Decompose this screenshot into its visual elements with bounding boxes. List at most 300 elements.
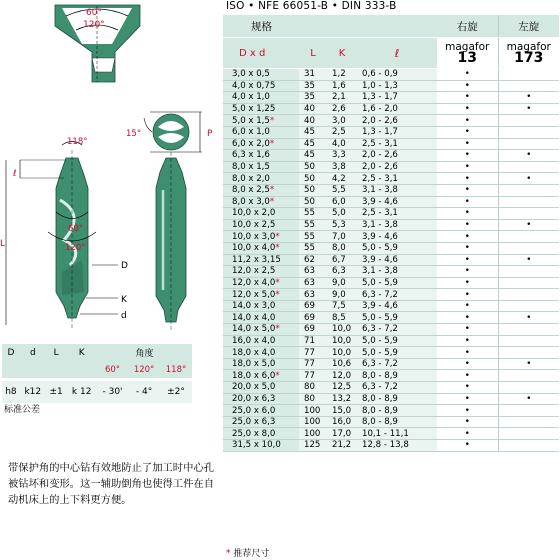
l-range-cell: 6,3 - 7,2 (357, 358, 437, 370)
right-hand-mark: • (437, 370, 498, 382)
tol-header-d: d (20, 344, 46, 361)
l-range-cell: 2,0 - 2,6 (357, 150, 437, 162)
size-value: 20,0 x 5,0 (232, 382, 276, 393)
size-cell (223, 219, 299, 231)
size-cell (223, 103, 299, 115)
table-row (223, 254, 559, 266)
left-hand-mark (498, 300, 559, 312)
k-cell: 2,6 (327, 103, 357, 115)
k-cell: 17,0 (327, 428, 357, 440)
spec-header: 规格 (223, 15, 437, 38)
size-cell (223, 231, 299, 243)
size-value: 4,0 x 0,75 (232, 80, 276, 91)
left-hand-mark (498, 440, 559, 452)
length-cell: 77 (299, 358, 327, 370)
l-range-cell: 3,9 - 4,6 (357, 254, 437, 266)
size-cell (223, 138, 299, 150)
l-range-cell: 3,9 - 4,6 (357, 196, 437, 208)
l-range-cell: 5,0 - 5,9 (357, 335, 437, 347)
right-hand-mark: • (437, 277, 498, 289)
size-value: 4,0 x 1,0 (232, 92, 270, 103)
right-hand-mark: • (437, 324, 498, 336)
right-hand-mark: • (437, 358, 498, 370)
right-hand-mark: • (437, 440, 498, 452)
size-cell (223, 196, 299, 208)
l-range-cell: 6,3 - 7,2 (357, 289, 437, 301)
left-hand-mark: • (498, 393, 559, 405)
table-row (223, 69, 559, 81)
right-hand-mark: • (437, 115, 498, 127)
table-row (223, 173, 559, 185)
left-hand-mark: • (498, 254, 559, 266)
right-hand-mark: • (437, 382, 498, 394)
length-cell: 45 (299, 150, 327, 162)
size-value: 25,0 x 6,0 (232, 405, 276, 416)
left-hand-mark (498, 266, 559, 278)
left-hand-mark (498, 231, 559, 243)
size-cell (223, 416, 299, 428)
right-hand-mark: • (437, 231, 498, 243)
size-value: 10,0 x 2,5 (232, 220, 276, 231)
size-cell (223, 92, 299, 104)
recommended-star: * (269, 138, 275, 149)
l-range-cell: 5,0 - 5,9 (357, 277, 437, 289)
length-cell: 40 (299, 103, 327, 115)
size-value: 12,0 x 4,0 (232, 277, 276, 288)
length-cell: 35 (299, 92, 327, 104)
k-cell: 5,5 (327, 184, 357, 196)
k-cell: 8,0 (327, 242, 357, 254)
l-range-cell: 10,1 - 11,1 (357, 428, 437, 440)
recommended-star: * (275, 277, 280, 288)
size-cell (223, 358, 299, 370)
table-row (223, 266, 559, 278)
right-hand-mark: • (437, 335, 498, 347)
tolerance-note: 标准公差 (4, 405, 41, 415)
k-cell: 4,2 (327, 173, 357, 185)
right-hand-mark: • (437, 184, 498, 196)
col-header-dxd: D x d (223, 38, 299, 69)
l-range-cell: 8,0 - 8,9 (357, 393, 437, 405)
brand-right-num: 13 (457, 50, 477, 66)
l-range-cell: 2,5 - 3,1 (357, 138, 437, 150)
table-row (223, 208, 559, 220)
l-range-cell: 8,0 - 8,9 (357, 370, 437, 382)
col-header-L: L (299, 38, 327, 69)
right-hand-mark: • (437, 126, 498, 138)
tol-value: - 4° (128, 381, 160, 403)
tol-value: h8 (2, 381, 20, 403)
right-hand-mark: • (437, 242, 498, 254)
size-value: 16,0 x 4,0 (232, 335, 276, 346)
col-header-l: ℓ (357, 38, 437, 69)
table-row (223, 428, 559, 440)
length-cell: 50 (299, 173, 327, 185)
countersink-detail (55, 5, 140, 82)
length-cell: 45 (299, 126, 327, 138)
table-row (223, 115, 559, 127)
l-range-cell: 1,3 - 1,7 (357, 92, 437, 104)
length-cell: 62 (299, 254, 327, 266)
left-hand-mark (498, 277, 559, 289)
size-cell (223, 370, 299, 382)
label-l: ℓ (13, 169, 17, 179)
brand-left-num: 173 (514, 50, 544, 66)
k-cell: 12,0 (327, 370, 357, 382)
right-hand-mark: • (437, 312, 498, 324)
size-cell (223, 289, 299, 301)
k-cell: 4,0 (327, 138, 357, 150)
right-hand-mark: • (437, 92, 498, 104)
l-range-cell: 8,0 - 8,9 (357, 405, 437, 417)
l-range-cell: 8,0 - 8,9 (357, 416, 437, 428)
l-range-cell: 2,5 - 3,1 (357, 173, 437, 185)
table-row (223, 184, 559, 196)
left-hand-mark (498, 161, 559, 173)
length-cell: 63 (299, 266, 327, 278)
size-cell (223, 440, 299, 452)
recommended-star: * (275, 289, 280, 300)
left-hand-mark: • (498, 219, 559, 231)
size-value: 5,0 x 1,25 (232, 104, 276, 115)
right-hand-mark: • (437, 347, 498, 359)
tol-value: - 30' (97, 381, 128, 403)
left-hand-mark (498, 126, 559, 138)
label-mid-120: 120° (65, 243, 86, 253)
label-K: K (121, 295, 127, 305)
footnote (226, 546, 269, 559)
table-row (223, 347, 559, 359)
k-cell: 7,5 (327, 300, 357, 312)
right-hand-mark: • (437, 428, 498, 440)
right-hand-mark: • (437, 138, 498, 150)
table-row (223, 440, 559, 452)
length-cell: 71 (299, 335, 327, 347)
table-row (223, 219, 559, 231)
right-hand-mark: • (437, 173, 498, 185)
size-value: 18,0 x 6,0 (232, 370, 276, 381)
l-range-cell: 3,9 - 4,6 (357, 231, 437, 243)
size-value: 10,0 x 2,0 (232, 208, 276, 219)
right-hand-mark: • (437, 161, 498, 173)
length-cell: 55 (299, 231, 327, 243)
size-cell (223, 312, 299, 324)
left-hand-mark: • (498, 150, 559, 162)
size-value: 14,0 x 3,0 (232, 301, 276, 312)
length-cell: 80 (299, 382, 327, 394)
left-hand-mark: • (498, 173, 559, 185)
footnote-text: 推荐尺寸 (230, 549, 270, 559)
left-hand-mark (498, 416, 559, 428)
left-hand-mark (498, 428, 559, 440)
recommended-star: * (275, 243, 280, 254)
length-cell: 50 (299, 196, 327, 208)
table-row (223, 242, 559, 254)
k-cell: 3,3 (327, 150, 357, 162)
l-range-cell: 3,1 - 3,8 (357, 184, 437, 196)
left-hand-mark (498, 405, 559, 417)
label-L: L (0, 239, 6, 249)
label-top-120: 120° (83, 20, 105, 30)
left-hand-mark (498, 335, 559, 347)
k-cell: 3,8 (327, 161, 357, 173)
l-range-cell: 12,8 - 13,8 (357, 440, 437, 452)
right-hand-mark: • (437, 289, 498, 301)
right-hand-mark: • (437, 393, 498, 405)
l-range-cell: 5,0 - 5,9 (357, 242, 437, 254)
left-hand-mark (498, 196, 559, 208)
length-cell: 63 (299, 277, 327, 289)
col-header-K: K (327, 38, 357, 69)
size-cell (223, 173, 299, 185)
size-value: 6,0 x 1,0 (232, 127, 270, 138)
left-hand-mark (498, 69, 559, 81)
table-row (223, 126, 559, 138)
brand-left (498, 38, 559, 69)
drill-side-view (0, 137, 128, 330)
k-cell: 5,3 (327, 219, 357, 231)
length-cell: 69 (299, 324, 327, 336)
left-hand-mark (498, 115, 559, 127)
size-value: 18,0 x 4,0 (232, 347, 276, 358)
size-value: 25,0 x 8,0 (232, 428, 276, 439)
table-row (223, 92, 559, 104)
left-hand-mark (498, 208, 559, 220)
k-cell: 6,7 (327, 254, 357, 266)
k-cell: 1,6 (327, 80, 357, 92)
l-range-cell: 3,1 - 3,8 (357, 266, 437, 278)
standard-title: ISO • NFE 66051-B • DIN 333-B (226, 0, 397, 12)
l-range-cell: 3,1 - 3,8 (357, 219, 437, 231)
label-D: D (121, 261, 128, 271)
k-cell: 16,0 (327, 416, 357, 428)
length-cell: 45 (299, 138, 327, 150)
label-top-60: 60° (86, 8, 102, 18)
k-cell: 12,5 (327, 382, 357, 394)
size-value: 10,0 x 3,0 (232, 231, 276, 242)
size-cell (223, 69, 299, 81)
tol-angle-120: 120° (128, 361, 160, 378)
tol-header-D: D (2, 344, 20, 361)
size-value: 31,5 x 10,0 (232, 440, 281, 451)
size-value: 14,0 x 4,0 (232, 312, 276, 323)
length-cell: 50 (299, 184, 327, 196)
table-row (223, 289, 559, 301)
tol-angle-60: 60° (97, 361, 128, 378)
right-hand-mark: • (437, 300, 498, 312)
brand-right (437, 38, 498, 69)
length-cell: 69 (299, 300, 327, 312)
l-range-cell: 2,0 - 2,6 (357, 161, 437, 173)
size-value: 11,2 x 3,15 (232, 254, 281, 265)
table-row (223, 80, 559, 92)
l-range-cell: 1,0 - 1,3 (357, 80, 437, 92)
k-cell: 6,3 (327, 266, 357, 278)
right-hand-mark: • (437, 416, 498, 428)
right-hand-mark: • (437, 208, 498, 220)
k-cell: 2,1 (327, 92, 357, 104)
brand-right-name: magafor (445, 41, 490, 53)
size-cell (223, 184, 299, 196)
table-row (223, 196, 559, 208)
length-cell: 100 (299, 416, 327, 428)
k-cell: 8,5 (327, 312, 357, 324)
table-row (223, 335, 559, 347)
left-hand-header: 左旋 (498, 15, 559, 38)
size-value: 8,0 x 2,5 (232, 185, 270, 196)
size-cell (223, 428, 299, 440)
size-cell (223, 393, 299, 405)
length-cell: 69 (299, 312, 327, 324)
recommended-star: * (269, 185, 275, 196)
length-cell: 77 (299, 370, 327, 382)
right-hand-mark: • (437, 69, 498, 81)
size-cell (223, 266, 299, 278)
size-value: 6,0 x 2,0 (232, 138, 270, 149)
right-hand-mark: • (437, 254, 498, 266)
left-hand-mark: • (498, 92, 559, 104)
l-range-cell: 5,0 - 5,9 (357, 312, 437, 324)
table-row (223, 150, 559, 162)
table-row (223, 393, 559, 405)
right-hand-mark: • (437, 80, 498, 92)
right-hand-mark: • (437, 103, 498, 115)
table-row (223, 358, 559, 370)
recommended-star: * (275, 324, 280, 335)
l-range-cell: 2,5 - 3,1 (357, 208, 437, 220)
left-hand-mark (498, 184, 559, 196)
k-cell: 15,0 (327, 405, 357, 417)
label-d: d (121, 311, 127, 321)
k-cell: 1,2 (327, 69, 357, 81)
table-row (223, 382, 559, 394)
length-cell: 100 (299, 405, 327, 417)
table-row (223, 231, 559, 243)
size-value: 18,0 x 5,0 (232, 359, 276, 370)
left-hand-mark (498, 289, 559, 301)
k-cell: 2,5 (327, 126, 357, 138)
k-cell: 5,0 (327, 208, 357, 220)
length-cell: 50 (299, 161, 327, 173)
technical-drawing (0, 0, 222, 345)
length-cell: 100 (299, 428, 327, 440)
label-mid-60: 60° (68, 224, 84, 234)
right-hand-mark: • (437, 405, 498, 417)
l-range-cell: 6,3 - 7,2 (357, 382, 437, 394)
size-cell (223, 405, 299, 417)
drawing-panel (0, 0, 222, 560)
size-value: 10,0 x 4,0 (232, 243, 276, 254)
k-cell: 6,0 (327, 196, 357, 208)
left-hand-mark (498, 382, 559, 394)
k-cell: 10,0 (327, 347, 357, 359)
size-value: 8,0 x 1,5 (232, 162, 270, 173)
size-value: 6,3 x 1,6 (232, 150, 270, 161)
left-hand-mark (498, 347, 559, 359)
k-cell: 10,0 (327, 335, 357, 347)
tol-value: k12 (20, 381, 46, 403)
spec-table-body (223, 69, 559, 452)
l-range-cell: 2,0 - 2,6 (357, 115, 437, 127)
length-cell: 77 (299, 347, 327, 359)
label-15: 15° (126, 129, 142, 139)
label-P: P (207, 129, 213, 139)
size-cell (223, 382, 299, 394)
l-range-cell: 1,6 - 2,0 (357, 103, 437, 115)
size-cell (223, 254, 299, 266)
right-hand-mark: • (437, 219, 498, 231)
length-cell: 55 (299, 219, 327, 231)
length-cell: 35 (299, 80, 327, 92)
recommended-star: * (269, 196, 275, 207)
table-row (223, 161, 559, 173)
size-cell (223, 300, 299, 312)
size-cell (223, 277, 299, 289)
right-hand-mark: • (437, 266, 498, 278)
size-cell (223, 324, 299, 336)
size-value: 8,0 x 3,0 (232, 196, 270, 207)
table-row (223, 300, 559, 312)
size-cell (223, 126, 299, 138)
left-hand-mark: • (498, 103, 559, 115)
tol-header-K: K (66, 344, 96, 361)
k-cell: 10,0 (327, 324, 357, 336)
recommended-star: * (275, 370, 280, 381)
size-cell (223, 161, 299, 173)
tol-header-L: L (46, 344, 67, 361)
left-hand-mark (498, 370, 559, 382)
left-hand-mark: • (498, 358, 559, 370)
size-value: 12,0 x 5,0 (232, 289, 276, 300)
size-value: 20,0 x 6,3 (232, 393, 276, 404)
right-hand-mark: • (437, 196, 498, 208)
size-cell (223, 242, 299, 254)
right-hand-header: 右旋 (437, 15, 498, 38)
k-cell: 9,0 (327, 289, 357, 301)
k-cell: 13,2 (327, 393, 357, 405)
length-cell: 55 (299, 208, 327, 220)
size-value: 5,0 x 1,5 (232, 115, 270, 126)
table-row (223, 416, 559, 428)
k-cell: 3,0 (327, 115, 357, 127)
left-hand-mark (498, 138, 559, 150)
tol-value: ±1 (46, 381, 67, 403)
k-cell: 10,6 (327, 358, 357, 370)
size-cell (223, 335, 299, 347)
l-range-cell: 5,0 - 5,9 (357, 347, 437, 359)
length-cell: 63 (299, 289, 327, 301)
spec-table (223, 15, 559, 452)
size-cell (223, 347, 299, 359)
l-range-cell: 0,6 - 0,9 (357, 69, 437, 81)
k-cell: 21,2 (327, 440, 357, 452)
size-value: 3,0 x 0,5 (232, 69, 270, 80)
recommended-star: * (275, 231, 280, 242)
table-row (223, 312, 559, 324)
tol-value: ±2° (160, 381, 192, 403)
left-hand-mark (498, 80, 559, 92)
size-cell (223, 150, 299, 162)
table-row (223, 138, 559, 150)
tolerance-table (2, 344, 192, 403)
label-118: 118° (67, 137, 88, 147)
tol-header-angle: 角度 (97, 344, 192, 361)
tol-value: k 12 (66, 381, 96, 403)
footnote-star: * (226, 549, 231, 559)
cross-section-view (126, 112, 213, 152)
table-row (223, 277, 559, 289)
table-row (223, 405, 559, 417)
